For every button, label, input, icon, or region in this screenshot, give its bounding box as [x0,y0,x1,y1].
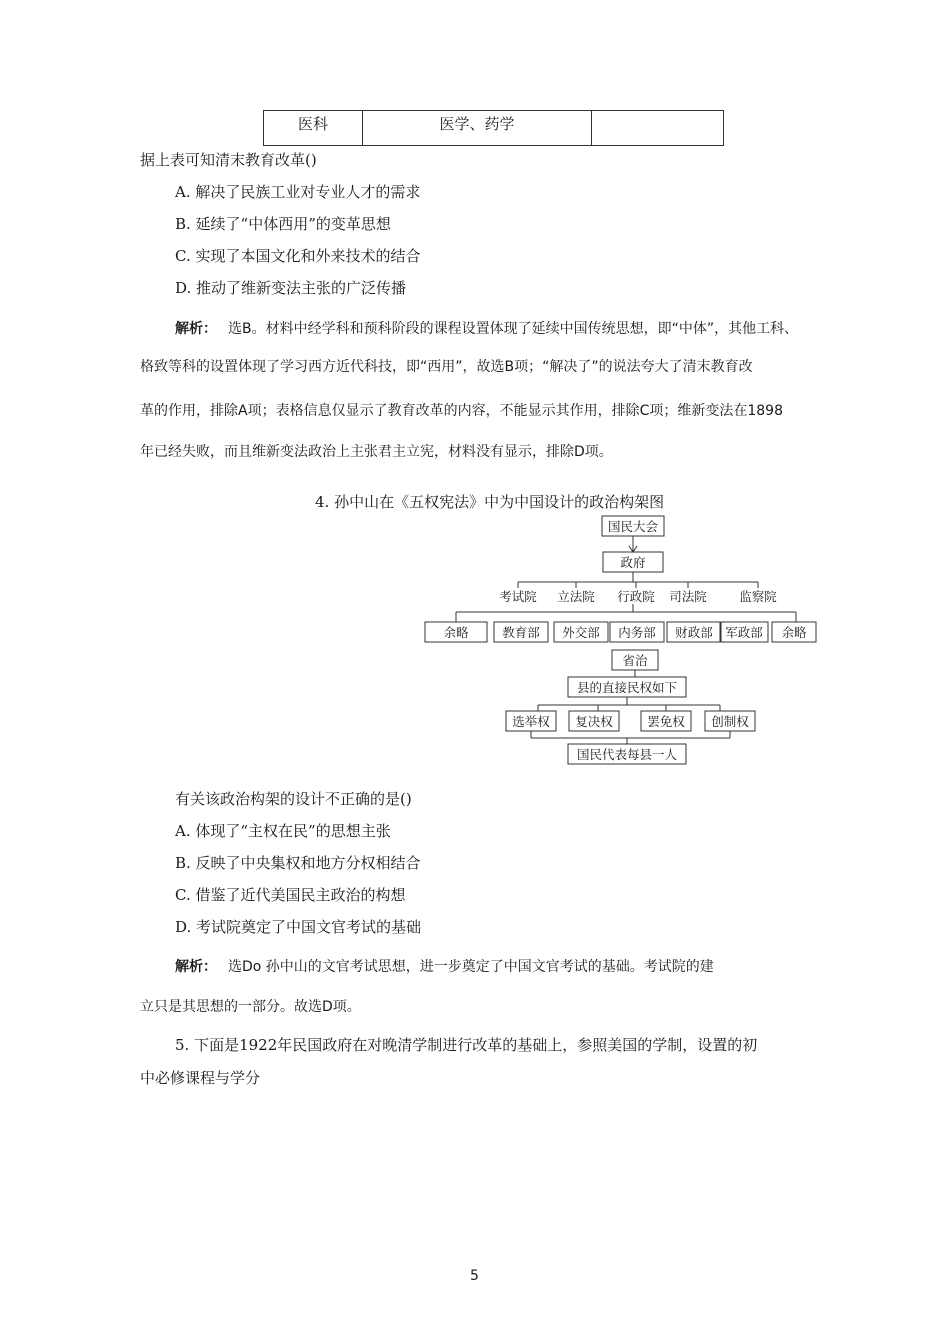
q3-option-d: D. 推动了维新变法主张的广泛传播 [175,279,407,297]
diagram-node-ministry: 余略 [443,625,469,640]
diagram-node-ministry: 内务部 [618,625,656,640]
q3-analysis-line: 格致等科的设置体现了学习西方近代科技，即“西用”，故选B项；“解决了”的说法夸大了清末教育改 [140,359,753,375]
diagram-node-right: 罢免权 [647,714,685,729]
diagram-node-national-assembly: 国民大会 [607,519,659,534]
q4-analysis-label: 解析： [175,959,217,975]
q4-option-b: B. 反映了中央集权和地方分权相结合 [175,854,421,872]
table-cell: 医学、药学 [363,111,592,146]
q3-analysis-line: 革的作用，排除A项；表格信息仅显示了教育改革的内容，不能显示其作用，排除C项；维新变法在1898 [140,403,783,419]
diagram-node-ministry: 军政部 [725,625,763,640]
diagram-node-yuan: 司法院 [669,589,707,604]
q3-option-c: C. 实现了本国文化和外来技术的结合 [175,247,421,265]
diagram-node-representative: 国民代表每县一人 [576,747,678,762]
q4-option-d: D. 考试院奠定了中国文官考试的基础 [175,918,422,936]
q3-analysis-label: 解析： [175,321,217,337]
q5-line: 5. 下面是1922年民国政府在对晚清学制进行改革的基础上，参照美国的学制，设置的初 [175,1036,758,1054]
q4-option-c: C. 借鉴了近代美国民主政治的构想 [175,886,406,904]
q3-option-a: A. 解决了民族工业对专业人才的需求 [175,183,421,201]
q4-title: 4. 孙中山在《五权宪法》中为中国设计的政治构架图 [315,493,665,511]
diagram-node-right: 选举权 [512,714,550,729]
diagram-node-government: 政府 [620,555,646,570]
political-structure-diagram [420,512,820,772]
diagram-node-ministry: 余略 [781,625,807,640]
diagram-node-yuan: 监察院 [739,589,777,604]
diagram-node-yuan: 考试院 [499,589,537,604]
q3-option-b: B. 延续了“中体西用”的变革思想 [175,215,391,233]
q3-analysis-line: 选B。材料中经学科和预科阶段的课程设置体现了延续中国传统思想，即“中体”，其他工科、 [228,321,799,337]
q3-analysis-line: 年已经失败，而且维新变法政治上主张君主立宪，材料没有显示，排除D项。 [140,444,613,460]
table-cell [592,111,724,146]
diagram-node-county: 县的直接民权如下 [576,680,678,695]
diagram-node-ministry: 财政部 [675,625,713,640]
diagram-node-right: 创制权 [711,714,749,729]
q4-option-a: A. 体现了“主权在民”的思想主张 [175,822,391,840]
diagram-node-ministry: 外交部 [562,625,600,640]
diagram-node-province: 省治 [622,653,648,668]
table-row [264,111,724,146]
q4-stem: 有关该政治构架的设计不正确的是() [175,790,412,808]
q4-analysis-line: 选Do 孙中山的文官考试思想，进一步奠定了中国文官考试的基础。考试院的建 [228,959,714,975]
subject-table [263,110,724,146]
diagram-node-ministry: 教育部 [502,625,540,640]
q4-analysis-line: 立只是其思想的一部分。故选D项。 [140,999,361,1015]
q3-stem: 据上表可知清末教育改革() [140,151,317,169]
diagram-node-yuan: 行政院 [617,589,655,604]
page-number: 5 [470,1268,479,1284]
diagram-node-right: 复决权 [575,714,613,729]
diagram-node-yuan: 立法院 [557,589,595,604]
table-cell: 医科 [264,111,363,146]
q5-line: 中必修课程与学分 [140,1069,261,1087]
